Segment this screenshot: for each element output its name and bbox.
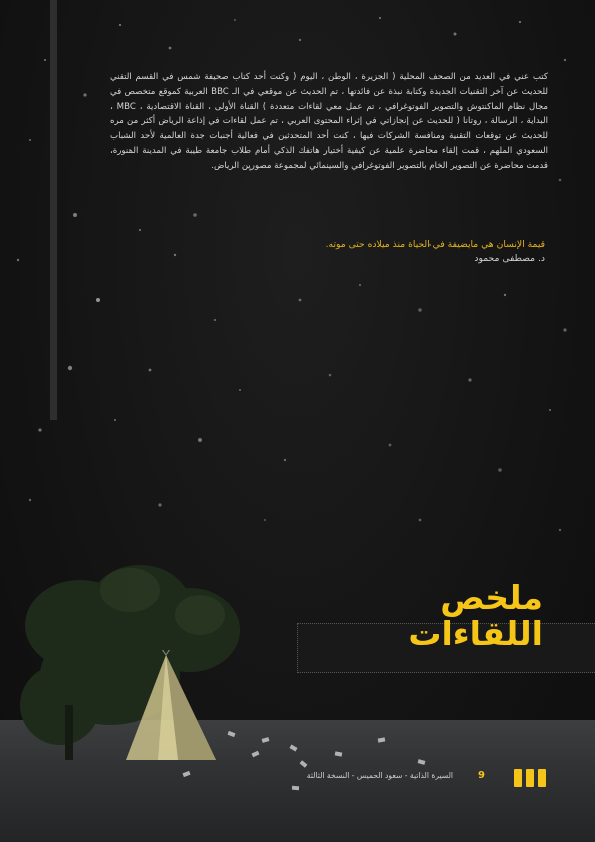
section-title-line1: ملخص (440, 578, 543, 617)
paper-scrap (292, 786, 299, 791)
page-marker-bar (514, 769, 522, 787)
interviews-body-text: كتب عني في العديد من الصحف المحلية ( الجزيرة ، الوطن ، اليوم ( وكنت أحد كتاب صحيفة شمس في القسم التقني للحديث عن آخر التقنيات الجديدة وكتابة نبذة عن فائدتها ، تم الحديث عن موقعي في الـ BBC العربية كموقع متخصص في مجال نظام الماكنتوش والتصوير الفوتوغرافي ، تم عمل معي لقاءات متعددة ) القناة الأولى ، القناة الاقتصادية ، MBC ، البداية ، الرسالة ، روتانا ( للحديث عن إنجازاتي في إثراء المحتوى العربي ، تم عمل لقاءات في إذاعة الرياض أكثر من مره للحديث عن توقعات التقنية ومنافسة الشركات فيها ، كنت أحد المتحدثين في فعالية أجنبات جدة العالمية لأحد الشباب السعودي الملهم ، قمت إلقاء محاضرة علمية عن كيفية أختيار هاتفك الذكي أمام طلاب جامعة طيبة في المدينة المنورة، قدمت محاضرة عن التصوير الخام بالتصوير الفوتوغرافي والسينمائي لمجموعة مصورين الرياض. (110, 72, 549, 171)
tent-illustration (118, 650, 238, 770)
section-title-line2: اللقاءات (408, 614, 543, 653)
page-marker-bars (514, 769, 546, 787)
footer-caption: السيرة الذاتية - سعود الحميس - النسخة الثالثة (306, 771, 453, 780)
page-marker-bar (538, 769, 546, 787)
page-number: 9 (478, 770, 485, 781)
quote-author: د. مصطفى محمود (474, 253, 545, 264)
section-title (408, 580, 543, 652)
quote-block (240, 238, 545, 266)
vertical-accent-bar (50, 0, 57, 420)
page-marker-bar (526, 769, 534, 787)
quote-text: قيمة الإنسان هي مايضيفة في الحياة منذ ميلاده حتى موته. (325, 239, 545, 250)
